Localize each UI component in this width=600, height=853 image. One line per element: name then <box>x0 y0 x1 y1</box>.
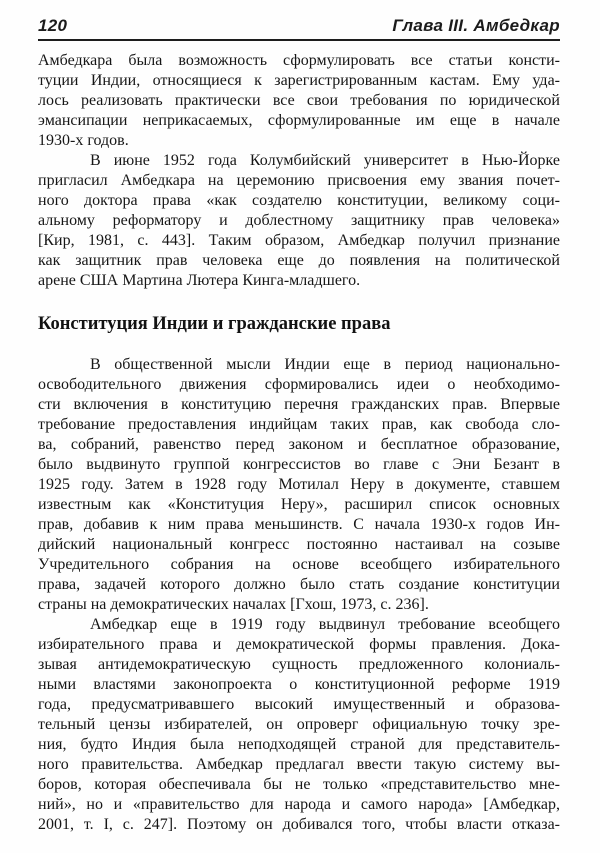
text-line: как защитник прав человека еще до появления на политической <box>38 252 560 269</box>
text-line: туции Индии, относящиеся к зарегистрированным кастам. Ему уда- <box>38 72 560 89</box>
text-line: Учредительного собрания на основе всеобщего избирательного <box>38 556 560 573</box>
text-line: зывая антидемократическую сущность предложенного колониаль- <box>38 656 560 673</box>
text-line: альному реформатору и доблестному защитнику прав человека» <box>38 212 560 229</box>
text-line: было выдвинуто группой конгрессистов во главе с Эни Безант в <box>38 456 560 473</box>
text-line: ными властями законопроекта о конституционной реформе 1919 <box>38 676 560 693</box>
paragraph <box>38 615 560 835</box>
text-line: известным как «Конституция Неру», расширил список основных <box>38 496 560 513</box>
section-heading: Конституция Индии и гражданские права <box>38 314 391 334</box>
text-line: ного доктора права «как создателю конституции, великому соци- <box>38 192 560 209</box>
text-line: лось реализовать практически все свои требования по юридической <box>38 92 560 109</box>
text-line: ного правительства. Амбедкар предлагал ввести такую систему вы- <box>38 756 560 773</box>
text-line: боров, которая обеспечивала бы не только «представительство мне- <box>38 776 560 793</box>
text-line: года, предусматривавшего высокий имущественный и образова- <box>38 696 560 713</box>
text-line: освободительного движения сформировались идеи о необходимо- <box>38 376 560 393</box>
chapter-title: Глава III. Амбедкар <box>392 16 560 35</box>
text-line: прав, добавив к ним права меньшинств. С начала 1930-х годов Ин- <box>38 516 560 533</box>
text-line: страны на демократических началах [Гхош, 1973, с. 236]. <box>38 596 429 613</box>
paragraph <box>38 51 560 151</box>
text-line: ния, будто Индия была неподходящей страной для представитель- <box>38 736 560 753</box>
text-line: избирательного права и демократической формы правления. Дока- <box>38 636 560 653</box>
text-line: [Кир, 1981, с. 443]. Таким образом, Амбедкар получил признание <box>38 232 560 249</box>
text-line: В июне 1952 года Колумбийский университет в Нью-Йорке <box>90 152 560 169</box>
page-number: 120 <box>38 16 68 35</box>
text-line: Амбедкара была возможность сформулировать все статьи консти- <box>38 52 560 69</box>
text-line: пригласил Амбедкара на церемонию присвоения ему звания почет- <box>38 172 560 189</box>
text-line: 2001, т. I, с. 247]. Поэтому он добивался того, чтобы власти отказа- <box>38 816 560 833</box>
paragraph <box>38 151 560 291</box>
text-line: 1930-х годов. <box>38 132 129 149</box>
text-line: сти включения в конституцию перечня гражданских прав. Впервые <box>38 396 560 413</box>
text-line: ва, собраний, равенство перед законом и бесплатное образование, <box>38 436 560 453</box>
text-line: права, задачей которого должно было стать создание конституции <box>38 576 560 593</box>
text-line: тельный цензы избирателей, он опроверг официальную точку зре- <box>38 716 560 733</box>
running-header <box>38 16 560 41</box>
text-line: арене США Мартина Лютера Кинга-младшего. <box>38 272 361 289</box>
text-line: требование предоставления индийцам таких прав, как свобода сло- <box>38 416 560 433</box>
text-line: дийский национальный конгресс постоянно настаивал на созыве <box>38 536 560 553</box>
paragraph <box>38 355 560 615</box>
text-line: 1925 году. Затем в 1928 году Мотилал Неру в документе, ставшем <box>38 476 560 493</box>
text-line: В общественной мысли Индии еще в период национально- <box>90 356 560 373</box>
page-body <box>38 51 560 835</box>
text-line: ний», но и «правительство для народа и самого народа» [Амбедкар, <box>38 796 560 813</box>
text-line: эмансипации неприкасаемых, сформулированные им еще в начале <box>38 112 560 129</box>
text-line: Амбедкар еще в 1919 году выдвинул требование всеобщего <box>90 616 560 633</box>
